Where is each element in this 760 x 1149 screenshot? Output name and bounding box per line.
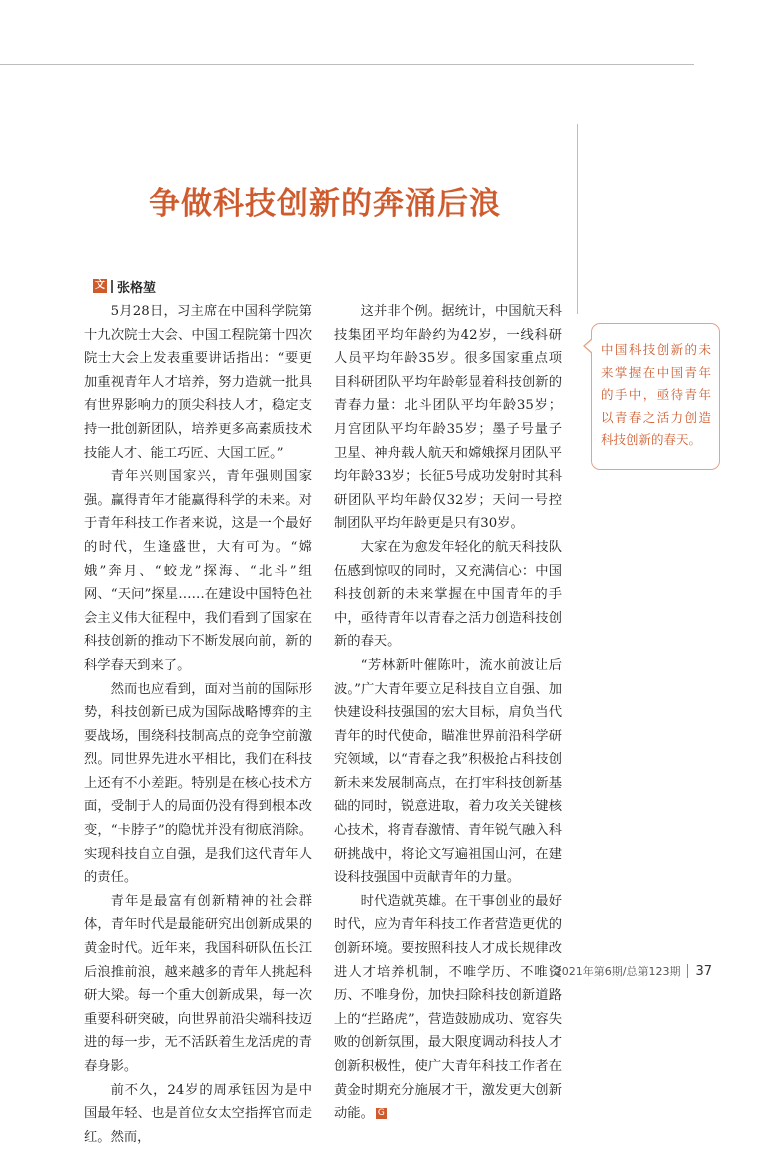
paragraph-text: 时代造就英雄。在干事创业的最好时代，应为青年科技工作者营造更优的创新环境。要按照科技人才成长规律改进人才培养机制，不唯学历、不唯资历、不唯身份，加快扫除科技创新道路上的“拦路虎”，营造鼓励成功、宽容失败的创新氛围，最大限度调动科技人才创新积极性，使广大青年科技工作者在黄金时期充分施展才干，激发更大创新动能。 — [334, 893, 562, 1122]
paragraph: 青年是最富有创新精神的社会群体，青年时代是最能研究出创新成果的黄金时代。近年来，我国科研队伍长江后浪推前浪，越来越多的青年人挑起科研大梁。每一个重大创新成果，每一次重要科研突破，向世界前沿尖端科技迈进的每一步，无不活跃着生龙活虎的青春身影。 — [84, 893, 312, 1074]
body-column-right — [334, 300, 562, 1126]
paragraph: 这并非个例。据统计，中国航天科技集团平均年龄约为42岁，一线科研人员平均年龄35岁。很多国家重点项目科研团队平均年龄彰显着科技创新的青春力量：北斗团队平均年龄35岁；月宫团队平均年龄35岁；墨子号量子卫星、神舟载人航天和嫦娥探月团队平均年龄33岁；长征5号成功发射时其科研团队平均年龄仅32岁；天问一号控制团队平均年龄更是只有30岁。 — [334, 304, 562, 532]
byline — [93, 278, 156, 294]
paragraph: 前不久，24岁的周承钰因为是中国最年轻、也是首位女太空指挥官而走红。然而， — [84, 1082, 312, 1145]
page-footer — [555, 963, 712, 979]
paragraph: 5月28日，习主席在中国科学院第十九次院士大会、中国工程院第十四次院士大会上发表重要讲话指出：“要更加重视青年人才培养，努力造就一批具有世界影响力的顶尖科技人才，稳定支持一批创新团队，培养更多高素质技术技能人才、能工巧匠、大国工匠。” — [84, 304, 312, 461]
end-mark-icon: G — [376, 1108, 387, 1119]
footer-separator — [687, 964, 688, 978]
pull-quote-text: 中国科技创新的未来掌握在中国青年的手中，亟待青年以青春之活力创造科技创新的春天。 — [601, 342, 711, 447]
author-marker-icon: 文 — [95, 280, 105, 291]
paragraph: 大家在为愈发年轻化的航天科技队伍感到惊叹的同时，又充满信心：中国科技创新的未来掌握在中国青年的手中，亟待青年以青春之活力创造科技创新的春天。 — [334, 539, 562, 650]
top-divider-line — [0, 64, 694, 65]
issue-info: 2021年第6期/总第123期 — [554, 965, 681, 978]
page-number: 37 — [695, 963, 712, 979]
body-column-left — [84, 300, 312, 1149]
byline-separator — [111, 280, 113, 293]
speech-bubble-tail-fill — [585, 339, 593, 353]
paragraph-last — [334, 890, 562, 1126]
paragraph: 然而也应看到，面对当前的国际形势，科技创新已成为国际战略博弈的主要战场，围绕科技制高点的竞争空前激烈。同世界先进水平相比，我们在科技上还有不小差距。特别是在核心技术方面，受制于人的局面仍没有得到根本改变，“卡脖子”的隐忧并没有彻底消除。实现科技自立自强，是我们这代青年人的责任。 — [84, 681, 312, 886]
pull-quote-box — [591, 323, 720, 470]
paragraph: “芳林新叶催陈叶，流水前波让后波。”广大青年要立足科技自立自强、加快建设科技强国的宏大目标，肩负当代青年的时代使命，瞄准世界前沿科学研究领域，以“青春之我”积极抢占科技创新未来发展制高点，在打牢科技创新基础的同时，锐意进取，着力攻关关键核心技术，将青春激情、青年锐气融入科研挑战中，将论文写遍祖国山河，在建设科技强国中贡献青年的力量。 — [334, 657, 562, 886]
author-name: 张格堃 — [117, 280, 157, 296]
paragraph: 青年兴则国家兴，青年强则国家强。赢得青年才能赢得科学的未来。对于青年科技工作者来说，这是一个最好的时代，生逢盛世，大有可为。“嫦娥”奔月、“蛟龙”探海、“北斗”组网、“天问”探星……在建设中国特色社会主义伟大征程中，我们看到了国家在科技创新的推动下不断发展向前，新的科学春天到来了。 — [84, 469, 312, 673]
article-title: 争做科技创新的奔涌后浪 — [149, 186, 501, 222]
